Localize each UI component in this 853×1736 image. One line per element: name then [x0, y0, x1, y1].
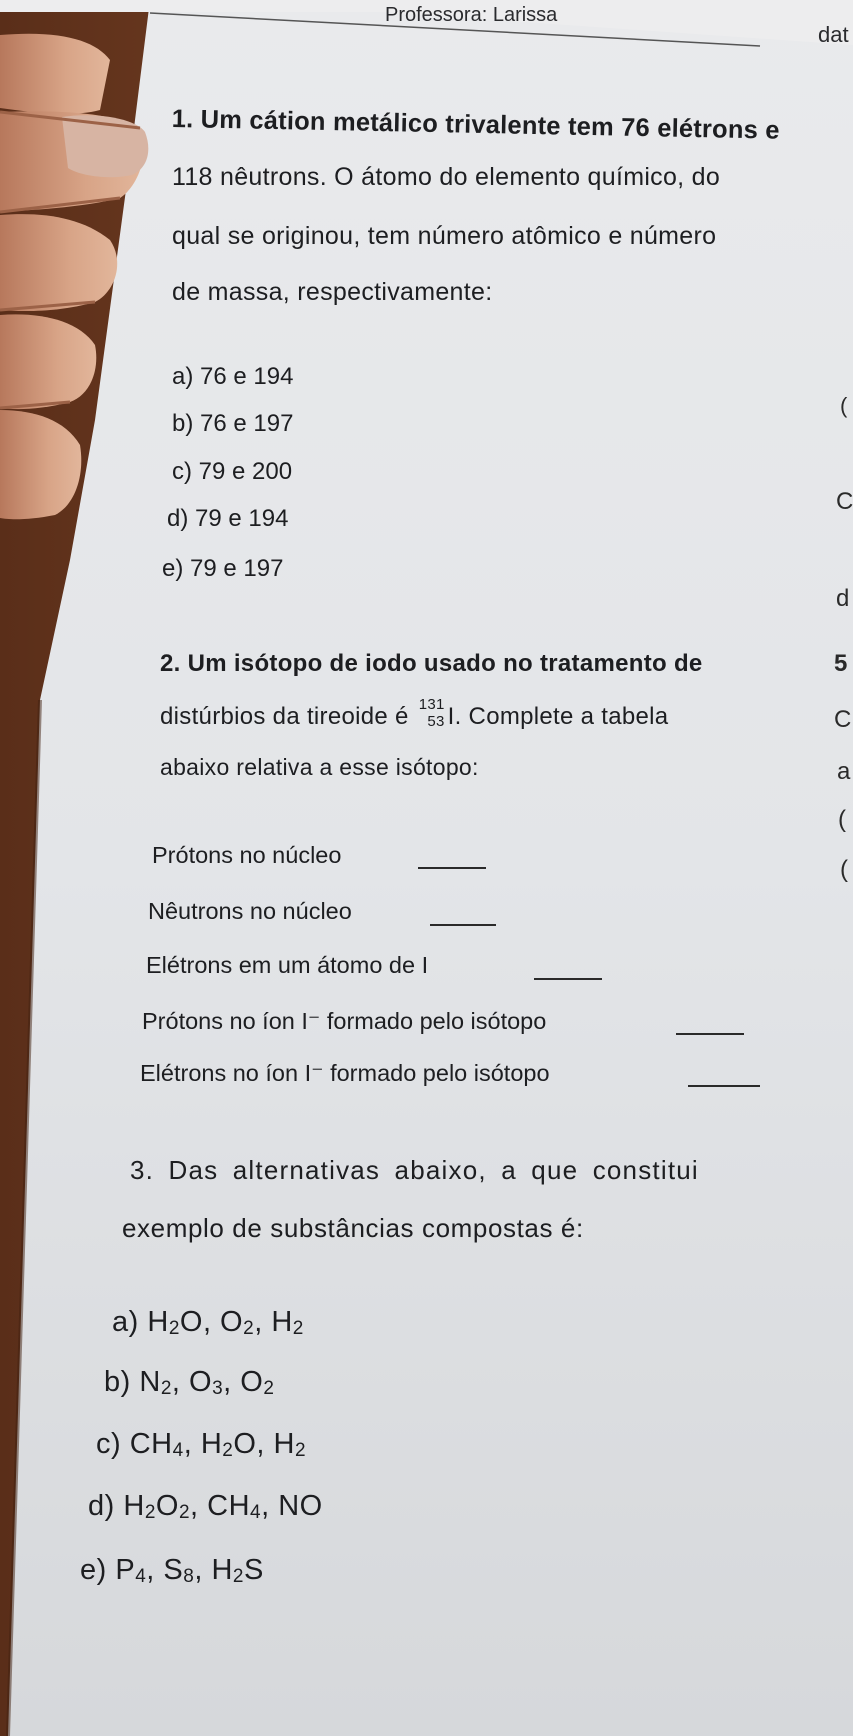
- formula-subscript: 4: [250, 1502, 262, 1523]
- margin-fragment: 5: [834, 650, 848, 677]
- q2-field-protons-ion: Prótons no íon I⁻ formado pelo isótopo: [142, 1008, 547, 1034]
- q2-blank-2: [430, 924, 496, 926]
- q2-field-electrons-atom: Elétrons em um átomo de I: [146, 952, 429, 978]
- q3-option-c: [96, 1428, 306, 1462]
- q3-option-a: [112, 1306, 304, 1340]
- formula-text: , H: [194, 1554, 233, 1586]
- q2-blank-4: [676, 1033, 744, 1035]
- formula-text: , H: [183, 1428, 223, 1460]
- formula-text: CH: [129, 1428, 173, 1460]
- formula-subscript: 8: [183, 1566, 195, 1587]
- q2-blank-3: [534, 978, 602, 980]
- q1-line-3: qual se originou, tem número atômico e número: [172, 222, 717, 250]
- formula-text: , S: [146, 1554, 184, 1586]
- q3-line-1: 3. Das alternativas abaixo, a que constitui: [130, 1155, 699, 1185]
- formula-text: , O: [171, 1366, 213, 1398]
- date-fragment: dat: [818, 22, 849, 47]
- q2-field-electrons-ion: Elétrons no íon I⁻ formado pelo isótopo: [140, 1060, 550, 1086]
- q3-option-letter: b): [104, 1366, 131, 1398]
- q1-line-4: de massa, respectivamente:: [172, 278, 493, 306]
- formula-subscript: 2: [232, 1566, 244, 1587]
- margin-fragment: C: [834, 706, 852, 733]
- q1-option-c: c) 79 e 200: [172, 458, 293, 485]
- q3-option-b: [104, 1366, 274, 1400]
- formula-subscript: 2: [243, 1318, 255, 1339]
- q2-line-1: 2. Um isótopo de iodo usado no tratamento de: [160, 650, 703, 677]
- margin-fragment: a: [837, 758, 851, 785]
- margin-fragment: (: [840, 856, 848, 883]
- q1-option-d: d) 79 e 194: [167, 505, 289, 532]
- q3-line-2: exemplo de substâncias compostas é:: [122, 1213, 584, 1243]
- q1-option-e: e) 79 e 197: [162, 555, 284, 582]
- q2-field-neutrons-nucleus: Nêutrons no núcleo: [148, 898, 352, 924]
- q2-line-2-start: distúrbios da tireoide é: [160, 703, 409, 730]
- q3-option-letter: c): [96, 1428, 122, 1460]
- formula-text: P: [115, 1554, 136, 1586]
- q3-option-e: [80, 1554, 264, 1588]
- q1-line-2: 118 nêutrons. O átomo do elemento químico, do: [172, 163, 721, 191]
- formula-subscript: 4: [172, 1440, 184, 1461]
- margin-fragment: (: [838, 806, 846, 833]
- formula-subscript: 3: [212, 1378, 224, 1399]
- formula-text: O: [155, 1490, 179, 1522]
- q2-line-2: [160, 696, 669, 731]
- q3-option-letter: a): [112, 1306, 139, 1338]
- q2-line-2-end: I. Complete a tabela: [447, 703, 669, 730]
- formula-text: H: [123, 1490, 145, 1522]
- q3-option-letter: e): [80, 1554, 107, 1586]
- q2-field-protons-nucleus: Prótons no núcleo: [152, 842, 342, 868]
- formula-text: O, O: [179, 1306, 244, 1338]
- formula-text: O, H: [233, 1428, 295, 1460]
- formula-text: N: [139, 1366, 161, 1398]
- margin-fragment: (: [840, 393, 848, 418]
- formula-subscript: 2: [178, 1502, 191, 1523]
- formula-subscript: 2: [292, 1318, 304, 1339]
- isotope-atomic-number: 53: [427, 713, 445, 730]
- formula-subscript: 2: [263, 1378, 275, 1399]
- margin-fragment: d: [836, 585, 850, 612]
- q1-option-a: a) 76 e 194: [172, 363, 294, 390]
- q3-option-letter: d): [88, 1490, 115, 1522]
- formula-subscript: 4: [135, 1566, 147, 1587]
- formula-subscript: 2: [160, 1378, 172, 1399]
- formula-text: S: [243, 1554, 264, 1586]
- formula-subscript: 2: [222, 1440, 234, 1461]
- formula-text: , O: [223, 1366, 264, 1398]
- q3-option-d: [88, 1490, 323, 1524]
- formula-text: , H: [254, 1306, 293, 1338]
- teacher-name: Professora: Larissa: [385, 4, 558, 26]
- formula-subscript: 2: [144, 1502, 156, 1523]
- formula-subscript: 2: [294, 1440, 307, 1461]
- q2-blank-5: [688, 1085, 760, 1087]
- q1-option-b: b) 76 e 197: [172, 410, 294, 437]
- formula-text: , NO: [261, 1490, 323, 1522]
- q2-line-3: abaixo relativa a esse isótopo:: [160, 754, 479, 780]
- isotope-mass-number: 131: [418, 696, 445, 713]
- q1-line-1: 1. Um cátion metálico trivalente tem 76 elétrons e: [171, 105, 780, 145]
- formula-subscript: 2: [168, 1318, 180, 1339]
- formula-text: H: [147, 1306, 169, 1338]
- margin-fragment: C: [836, 488, 853, 515]
- formula-text: , CH: [190, 1490, 251, 1522]
- iodine-isotope-notation: [416, 696, 448, 730]
- q2-blank-1: [418, 867, 486, 869]
